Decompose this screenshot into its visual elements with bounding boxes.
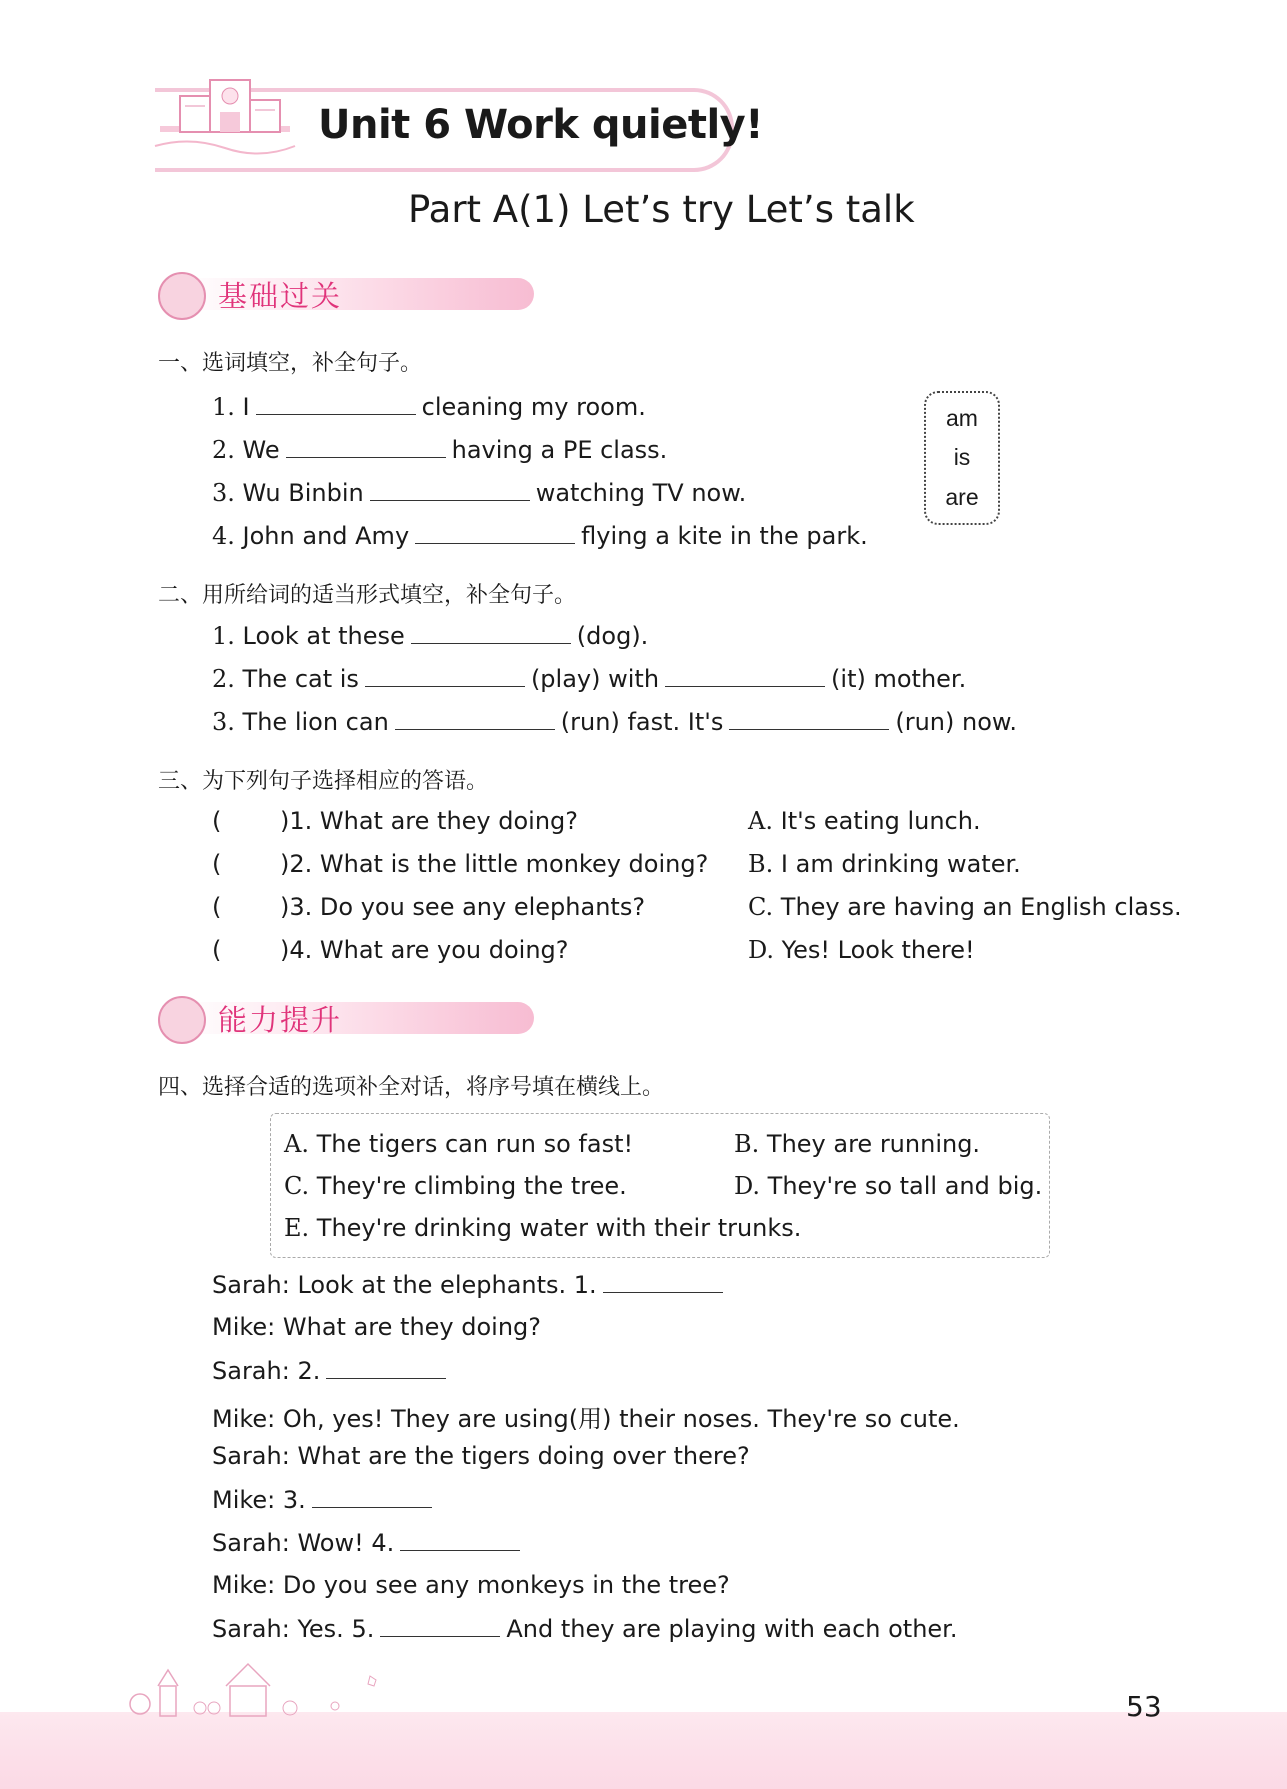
q3-question-3 [212, 893, 645, 921]
dialogue-text: Sarah: Yes. 5. [212, 1615, 375, 1643]
q3-answer-a [748, 807, 981, 835]
dialogue-line-4 [212, 1399, 960, 1434]
option-letter: A. [284, 1130, 309, 1158]
girl-avatar-icon [158, 272, 206, 320]
item-number: )4. [280, 936, 313, 964]
item-text: We [242, 436, 280, 464]
building-illustration-icon [150, 66, 300, 176]
q4-option-a [284, 1130, 633, 1158]
dialogue-line-7 [212, 1528, 526, 1557]
item-number: 2. [212, 665, 235, 693]
option-letter: C. [284, 1172, 310, 1200]
unit-title: Unit 6 Work quietly! [318, 102, 763, 148]
q2-title: 二、用所给词的适当形式填空，补全句子。 [158, 583, 577, 608]
answer-letter: A. [748, 807, 773, 835]
word-option: am [946, 405, 978, 432]
dialogue-text: Sarah: 2. [212, 1357, 321, 1385]
section-label: 能力提升 [218, 1003, 343, 1037]
part-title: Part A(1) Let’s try Let’s talk [408, 188, 915, 231]
q3-title: 三、为下列句子选择相应的答语。 [158, 769, 489, 794]
dialogue-text: Mike: Oh, yes! They are using(用) their noses. They're so cute. [212, 1405, 960, 1433]
answer-blank[interactable] [415, 521, 575, 544]
answer-letter: D. [748, 936, 775, 964]
q1-item-1 [212, 392, 646, 421]
q2-item-2 [212, 664, 966, 693]
answer-paren[interactable]: ( [212, 807, 222, 835]
word-option: are [945, 483, 979, 510]
answer-letter: C. [748, 893, 774, 921]
q4-option-b [734, 1130, 980, 1158]
word-bank [924, 391, 1000, 525]
answer-paren[interactable]: ( [212, 936, 222, 964]
word-option: is [953, 444, 971, 471]
item-text: (run) now. [895, 708, 1017, 736]
item-text: cleaning my room. [421, 393, 646, 421]
option-text: They're drinking water with their trunks. [316, 1214, 802, 1242]
item-number: 1. [212, 393, 235, 421]
answer-blank[interactable] [665, 664, 825, 687]
option-text: They are running. [766, 1130, 981, 1158]
item-number: )1. [280, 807, 313, 835]
item-text: (it) mother. [831, 665, 967, 693]
item-text: Do you see any elephants? [319, 893, 646, 921]
dialogue-text: Sarah: Wow! 4. [212, 1529, 395, 1557]
item-number: 3. [212, 708, 235, 736]
dialogue-line-5 [212, 1442, 750, 1470]
item-text: The lion can [242, 708, 389, 736]
dialogue-text: Mike: 3. [212, 1486, 306, 1514]
option-text: They're climbing the tree. [316, 1172, 627, 1200]
q3-question-4 [212, 936, 569, 964]
q3-answer-b [748, 850, 1021, 878]
q1-item-3 [212, 478, 746, 507]
q4-option-e [284, 1214, 801, 1242]
answer-paren[interactable]: ( [212, 893, 222, 921]
q1-item-2 [212, 435, 667, 464]
q4-option-c [284, 1172, 627, 1200]
q2-item-3 [212, 707, 1017, 736]
q2-item-1 [212, 621, 648, 650]
answer-blank[interactable] [603, 1270, 723, 1293]
answer-blank[interactable] [312, 1485, 432, 1508]
answer-blank[interactable] [365, 664, 525, 687]
answer-blank[interactable] [286, 435, 446, 458]
dialogue-text: Sarah: What are the tigers doing over there? [212, 1442, 750, 1470]
item-number: 2. [212, 436, 235, 464]
item-text: Look at these [242, 622, 405, 650]
dialogue-text: Mike: What are they doing? [212, 1313, 542, 1341]
q3-question-2 [212, 850, 708, 878]
item-text: watching TV now. [535, 479, 747, 507]
q3-answer-c [748, 893, 1182, 921]
item-text: (run) fast. It's [560, 708, 724, 736]
item-text: What is the little monkey doing? [319, 850, 709, 878]
answer-blank[interactable] [380, 1614, 500, 1637]
option-letter: D. [734, 1172, 761, 1200]
answer-blank[interactable] [395, 707, 555, 730]
answer-blank[interactable] [256, 392, 416, 415]
dialogue-line-1 [212, 1270, 729, 1299]
answer-text: It's eating lunch. [780, 807, 981, 835]
answer-paren[interactable]: ( [212, 850, 222, 878]
dialogue-line-2 [212, 1313, 541, 1341]
q3-question-1 [212, 807, 578, 835]
q4-title: 四、选择合适的选项补全对话，将序号填在横线上。 [158, 1075, 665, 1100]
dialogue-text: And they are playing with each other. [506, 1615, 958, 1643]
option-text: The tigers can run so fast! [316, 1130, 634, 1158]
item-number: )3. [280, 893, 313, 921]
answer-blank[interactable] [729, 707, 889, 730]
dialogue-line-9 [212, 1614, 957, 1643]
item-number: )2. [280, 850, 313, 878]
answer-blank[interactable] [400, 1528, 520, 1551]
q1-item-4 [212, 521, 868, 550]
item-text: What are they doing? [319, 807, 579, 835]
item-text: having a PE class. [451, 436, 668, 464]
answer-text: Yes! Look there! [781, 936, 975, 964]
dialogue-line-6 [212, 1485, 438, 1514]
section-label: 基础过关 [218, 279, 343, 313]
dialogue-line-8 [212, 1571, 730, 1599]
item-text: John and Amy [242, 522, 410, 550]
answer-blank[interactable] [370, 478, 530, 501]
q4-option-d [734, 1172, 1042, 1200]
item-text: What are you doing? [319, 936, 569, 964]
dialogue-text: Sarah: Look at the elephants. 1. [212, 1271, 597, 1299]
dialogue-line-3 [212, 1356, 452, 1385]
item-number: 3. [212, 479, 235, 507]
item-text: (play) with [530, 665, 660, 693]
item-text: (dog). [576, 622, 649, 650]
q3-answer-d [748, 936, 975, 964]
answer-letter: B. [748, 850, 774, 878]
answer-blank[interactable] [326, 1356, 446, 1379]
town-illustration-icon [120, 1656, 480, 1726]
item-text: I [242, 393, 250, 421]
option-letter: E. [284, 1214, 310, 1242]
answer-text: They are having an English class. [780, 893, 1182, 921]
item-text: flying a kite in the park. [581, 522, 868, 550]
item-number: 1. [212, 622, 235, 650]
boy-avatar-icon [158, 996, 206, 1044]
page-number: 53 [1126, 1690, 1162, 1723]
section-badge-advanced [158, 996, 538, 1036]
answer-blank[interactable] [411, 621, 571, 644]
answer-text: I am drinking water. [780, 850, 1021, 878]
item-text: Wu Binbin [242, 479, 364, 507]
item-text: The cat is [242, 665, 359, 693]
option-letter: B. [734, 1130, 760, 1158]
section-badge-basic [158, 272, 538, 312]
option-text: They're so tall and big. [767, 1172, 1043, 1200]
dialogue-text: Mike: Do you see any monkeys in the tree? [212, 1571, 730, 1599]
item-number: 4. [212, 522, 235, 550]
q1-title: 一、选词填空，补全句子。 [158, 351, 423, 376]
